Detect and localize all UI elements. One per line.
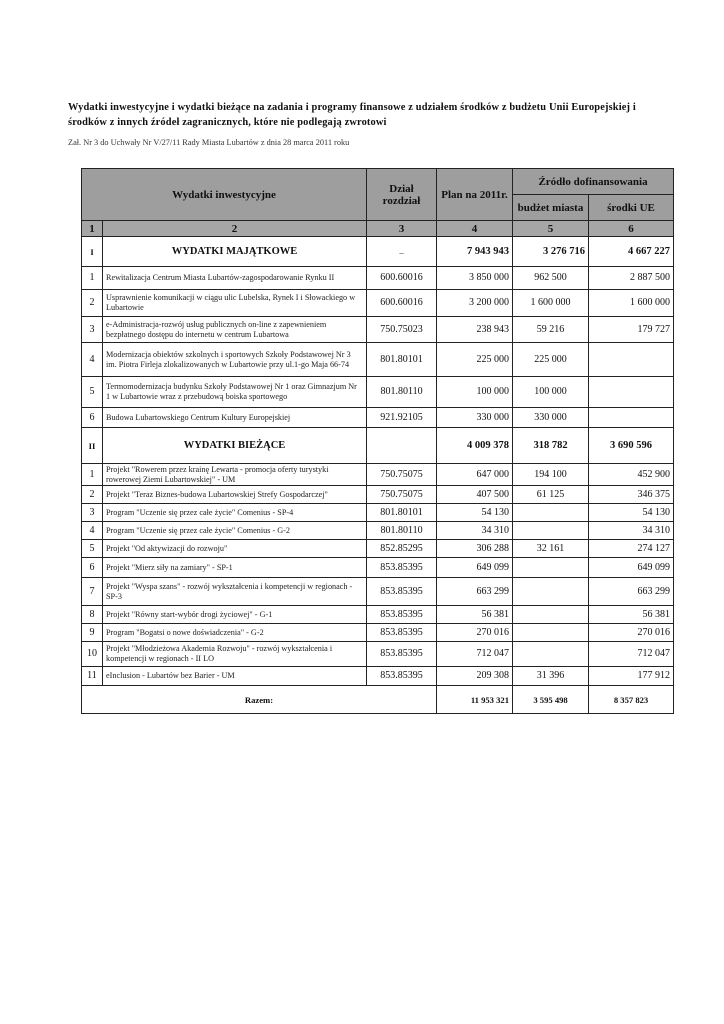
- row-plan: 54 130: [437, 504, 513, 522]
- table-row: [82, 267, 674, 290]
- row-lp: 6: [82, 558, 103, 578]
- table-row: [82, 317, 674, 343]
- row-plan: 238 943: [437, 317, 513, 343]
- table-row: [82, 522, 674, 540]
- header-source: Źródło dofinansowania: [513, 169, 674, 195]
- section-2-row: [82, 428, 674, 464]
- row-budzet: 225 000: [513, 343, 589, 377]
- row-lp: 3: [82, 317, 103, 343]
- row-ue: 274 127: [589, 540, 674, 558]
- row-name: Program "Uczenie się przez całe życie" Comenius - SP-4: [103, 504, 367, 522]
- row-name: Projekt "Teraz Biznes-budowa Lubartowskiej Strefy Gospodarczej": [103, 486, 367, 504]
- row-name: Program "Bogatsi o nowe doświadczenia" - G-2: [103, 624, 367, 642]
- row-ue: 346 375: [589, 486, 674, 504]
- section-1-row: [82, 237, 674, 267]
- row-lp: 7: [82, 578, 103, 606]
- row-budzet: 1 600 000: [513, 290, 589, 317]
- row-budzet: [513, 642, 589, 667]
- row-ue: [589, 343, 674, 377]
- row-ue: 663 299: [589, 578, 674, 606]
- row-plan: 3 200 000: [437, 290, 513, 317]
- row-name: eInclusion - Lubartów bez Barier - UM: [103, 667, 367, 686]
- document-title: Wydatki inwestycyjne i wydatki bieżące na zadania i programy finansowe z udziałem środków z budżetu Unii Europejskiej i środków z innych źródeł zagranicznych, które nie podlegają zwrotowi: [68, 102, 636, 128]
- row-plan: 100 000: [437, 377, 513, 408]
- section-2-plan: 4 009 378: [437, 428, 513, 464]
- header-num-3: 3: [367, 221, 437, 237]
- expenditure-table: [81, 168, 674, 714]
- row-dzial: 852.85295: [367, 540, 437, 558]
- row-ue: [589, 408, 674, 428]
- table-row: [82, 290, 674, 317]
- row-lp: 1: [82, 464, 103, 486]
- row-name: Budowa Lubartowskiego Centrum Kultury Europejskiej: [103, 408, 367, 428]
- row-ue: 56 381: [589, 606, 674, 624]
- row-budzet: 59 216: [513, 317, 589, 343]
- row-dzial: 750.75023: [367, 317, 437, 343]
- row-name: e-Administracja-rozwój usług publicznych on-line z zapewnieniem bezpłatnego dostępu do internetu w centrum Lubartowa: [103, 317, 367, 343]
- row-ue: 649 099: [589, 558, 674, 578]
- row-lp: 6: [82, 408, 103, 428]
- table-row: [82, 606, 674, 624]
- row-budzet: 61 125: [513, 486, 589, 504]
- row-plan: 663 299: [437, 578, 513, 606]
- section-1-ue: 4 667 227: [589, 237, 674, 267]
- row-plan: 649 099: [437, 558, 513, 578]
- row-plan: 270 016: [437, 624, 513, 642]
- table-row: [82, 558, 674, 578]
- row-ue: 54 130: [589, 504, 674, 522]
- total-label: Razem:: [82, 686, 437, 714]
- row-lp: 5: [82, 377, 103, 408]
- row-budzet: [513, 578, 589, 606]
- row-plan: 647 000: [437, 464, 513, 486]
- table-row: [82, 642, 674, 667]
- row-ue: 177 912: [589, 667, 674, 686]
- row-lp: 10: [82, 642, 103, 667]
- row-budzet: [513, 504, 589, 522]
- row-budzet: [513, 624, 589, 642]
- row-lp: 9: [82, 624, 103, 642]
- row-lp: 2: [82, 290, 103, 317]
- row-ue: 179 727: [589, 317, 674, 343]
- row-dzial: 853.85395: [367, 624, 437, 642]
- row-budzet: 100 000: [513, 377, 589, 408]
- row-plan: 3 850 000: [437, 267, 513, 290]
- section-2-num: II: [82, 428, 103, 464]
- row-ue: 34 310: [589, 522, 674, 540]
- table-row: [82, 540, 674, 558]
- row-ue: 452 900: [589, 464, 674, 486]
- row-name: Projekt "Równy start-wybór drogi życiowej" - G-1: [103, 606, 367, 624]
- header-ue: środki UE: [589, 195, 674, 221]
- section-1-dzial: –: [367, 237, 437, 267]
- header-num-4: 4: [437, 221, 513, 237]
- row-budzet: 32 161: [513, 540, 589, 558]
- total-budzet: 3 595 498: [513, 686, 589, 714]
- row-name: Projekt "Mierz siły na zamiary" - SP-1: [103, 558, 367, 578]
- row-plan: 306 288: [437, 540, 513, 558]
- row-dzial: 853.85395: [367, 578, 437, 606]
- row-plan: 56 381: [437, 606, 513, 624]
- row-plan: 225 000: [437, 343, 513, 377]
- row-dzial: 801.80101: [367, 343, 437, 377]
- header-num-2: 2: [103, 221, 367, 237]
- section-1-num: I: [82, 237, 103, 267]
- row-name: Usprawnienie komunikacji w ciągu ulic Lubelska, Rynek I i Słowackiego w Lubartowie: [103, 290, 367, 317]
- row-dzial: 801.80110: [367, 377, 437, 408]
- row-lp: 4: [82, 343, 103, 377]
- section-2-name: WYDATKI BIEŻĄCE: [103, 428, 367, 464]
- row-dzial: 853.85395: [367, 558, 437, 578]
- row-dzial: 750.75075: [367, 464, 437, 486]
- header-num-1: 1: [82, 221, 103, 237]
- row-dzial: 801.80110: [367, 522, 437, 540]
- row-budzet: 194 100: [513, 464, 589, 486]
- row-ue: 712 047: [589, 642, 674, 667]
- row-name: Projekt "Od aktywizacji do rozwoju": [103, 540, 367, 558]
- table-row: [82, 486, 674, 504]
- row-plan: 712 047: [437, 642, 513, 667]
- total-ue: 8 357 823: [589, 686, 674, 714]
- row-ue: [589, 377, 674, 408]
- row-name: Projekt "Młodzieżowa Akademia Rozwoju" - rozwój wykształcenia i kompetencji w regionach - II LO: [103, 642, 367, 667]
- row-lp: 4: [82, 522, 103, 540]
- table-row: [82, 343, 674, 377]
- row-plan: 34 310: [437, 522, 513, 540]
- row-budzet: [513, 606, 589, 624]
- row-name: Rewitalizacja Centrum Miasta Lubartów-zagospodarowanie Rynku II: [103, 267, 367, 290]
- header-num-5: 5: [513, 221, 589, 237]
- total-plan: 11 953 321: [437, 686, 513, 714]
- row-ue: 270 016: [589, 624, 674, 642]
- row-name: Projekt "Rowerem przez krainę Lewarta - promocja oferty turystyki rowerowej Ziemi Lubartowskiej" - UM: [103, 464, 367, 486]
- row-ue: 1 600 000: [589, 290, 674, 317]
- row-dzial: 600.60016: [367, 267, 437, 290]
- row-dzial: 853.85395: [367, 667, 437, 686]
- header-budzet: budżet miasta: [513, 195, 589, 221]
- row-name: Termomodernizacja budynku Szkoły Podstawowej Nr 1 oraz Gimnazjum Nr 1 w Lubartowie wraz z przebudową boiska sportowego: [103, 377, 367, 408]
- section-2-budzet: 318 782: [513, 428, 589, 464]
- row-dzial: 600.60016: [367, 290, 437, 317]
- header-row: [82, 169, 674, 195]
- row-plan: 330 000: [437, 408, 513, 428]
- table-row: [82, 667, 674, 686]
- header-num-6: 6: [589, 221, 674, 237]
- total-row: [82, 686, 674, 714]
- header-name: Wydatki inwestycyjne: [82, 169, 367, 221]
- section-2-dzial: [367, 428, 437, 464]
- table-row: [82, 578, 674, 606]
- section-1-plan: 7 943 943: [437, 237, 513, 267]
- row-lp: 8: [82, 606, 103, 624]
- row-lp: 2: [82, 486, 103, 504]
- row-ue: 2 887 500: [589, 267, 674, 290]
- row-budzet: 330 000: [513, 408, 589, 428]
- table-row: [82, 504, 674, 522]
- row-lp: 11: [82, 667, 103, 686]
- row-lp: 1: [82, 267, 103, 290]
- row-dzial: 801.80101: [367, 504, 437, 522]
- row-dzial: 853.85395: [367, 642, 437, 667]
- row-plan: 209 308: [437, 667, 513, 686]
- row-lp: 3: [82, 504, 103, 522]
- section-1-name: WYDATKI MAJĄTKOWE: [103, 237, 367, 267]
- header-plan: Plan na 2011r.: [437, 169, 513, 221]
- row-dzial: 921.92105: [367, 408, 437, 428]
- row-dzial: 853.85395: [367, 606, 437, 624]
- row-lp: 5: [82, 540, 103, 558]
- table-row: [82, 408, 674, 428]
- row-dzial: 750.75075: [367, 486, 437, 504]
- section-2-ue: 3 690 596: [589, 428, 674, 464]
- row-name: Projekt "Wyspa szans" - rozwój wykształcenia i kompetencji w regionach - SP-3: [103, 578, 367, 606]
- row-name: Modernizacja obiektów szkolnych i sportowych Szkoły Podstawowej Nr 3 im. Piotra Firleja zlokalizowanych w Lubartowie przy ul.1-go Maja 66-74: [103, 343, 367, 377]
- table-row: [82, 464, 674, 486]
- section-1-budzet: 3 276 716: [513, 237, 589, 267]
- document-subtitle: Zał. Nr 3 do Uchwały Nr V/27/11 Rady Miasta Lubartów z dnia 28 marca 2011 roku: [68, 138, 350, 147]
- row-budzet: 962 500: [513, 267, 589, 290]
- row-budzet: [513, 522, 589, 540]
- table-row: [82, 624, 674, 642]
- row-budzet: 31 396: [513, 667, 589, 686]
- row-budzet: [513, 558, 589, 578]
- row-plan: 407 500: [437, 486, 513, 504]
- row-name: Program "Uczenie się przez całe życie" Comenius - G-2: [103, 522, 367, 540]
- table-row: [82, 377, 674, 408]
- header-dzial: Dział rozdział: [367, 169, 437, 221]
- header-number-row: [82, 221, 674, 237]
